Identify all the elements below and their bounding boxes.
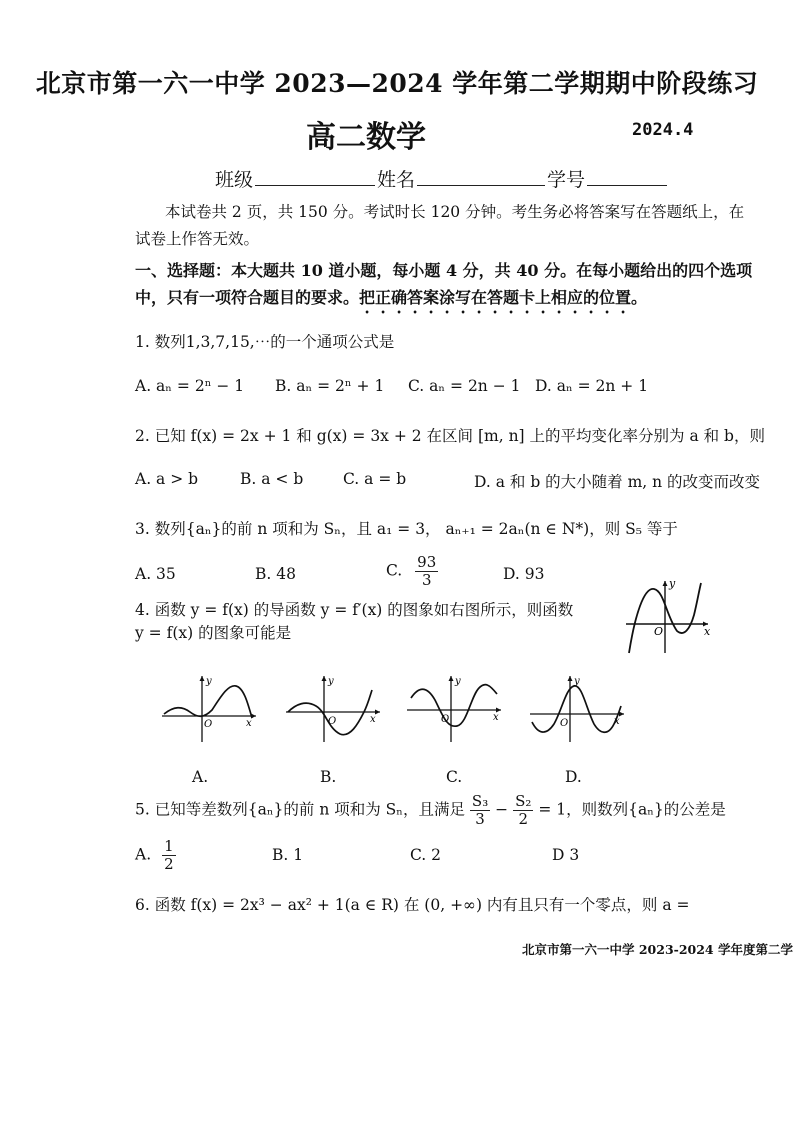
q1-option-d: D. aₙ = 2n + 1 xyxy=(535,377,649,395)
axis-y-label: y xyxy=(455,676,461,687)
class-blank[interactable] xyxy=(255,167,375,186)
q4-option-b-graph xyxy=(284,672,384,744)
axis-x-label: x xyxy=(614,716,620,727)
q5-a-denominator: 2 xyxy=(164,855,174,873)
q5-fraction-s3 xyxy=(470,793,490,828)
q4-option-d-label: D. xyxy=(565,768,582,786)
q5-option-a xyxy=(135,838,176,873)
q5-stem-start: 5. 已知等差数列{aₙ}的前 n 项和为 Sₙ，且满足 xyxy=(135,800,465,819)
section-instruction-emphasis: 把正确答案涂写在答题卡上相应的位置。 xyxy=(359,288,648,307)
section-heading-line-2 xyxy=(135,284,647,317)
q2-option-b: B. a < b xyxy=(240,470,304,488)
q5-s2-denominator: 2 xyxy=(518,810,529,828)
student-info-fields xyxy=(215,165,669,192)
q5-stem xyxy=(135,793,726,828)
q5-fraction-s2 xyxy=(513,793,533,828)
q5-option-d: D 3 xyxy=(552,846,580,864)
axis-x-label: x xyxy=(370,714,376,725)
q2-stem: 2. 已知 f(x) = 2x + 1 和 g(x) = 3x + 2 在区间 [m, n] 上的平均变化率分别为 a 和 b，则 xyxy=(135,427,765,445)
q3-c-numerator: 93 xyxy=(417,553,437,571)
axis-x-label: x xyxy=(246,718,252,729)
q5-option-a-fraction xyxy=(162,838,176,873)
origin-label: O xyxy=(204,719,213,730)
exam-date: 2024.4 xyxy=(632,120,694,140)
axis-y-label: y xyxy=(669,577,676,590)
q5-option-b: B. 1 xyxy=(272,846,304,864)
origin-label: O xyxy=(560,718,569,729)
axis-y-arrow xyxy=(663,581,668,586)
q4-option-a-label: A. xyxy=(192,768,209,786)
q5-minus: − xyxy=(495,800,509,819)
intro-line-2: 试卷上作答无效。 xyxy=(135,230,260,248)
q3-option-c xyxy=(386,554,438,589)
axis-x-label: x xyxy=(493,712,499,723)
axis-y-label: y xyxy=(206,676,212,687)
id-blank[interactable] xyxy=(587,167,667,186)
q1-option-b: B. aₙ = 2ⁿ + 1 xyxy=(275,377,385,395)
q4-option-a-graph xyxy=(160,672,260,744)
axis-x-label: x xyxy=(704,625,711,638)
q5-s3-numerator: S₃ xyxy=(471,792,489,810)
q3-option-c-fraction xyxy=(415,554,438,589)
q1-option-c: C. aₙ = 2n − 1 xyxy=(408,377,521,395)
name-label: 姓名 xyxy=(377,169,416,191)
function-curve xyxy=(411,685,497,727)
axis-y-arrow xyxy=(322,676,327,681)
q4-derivative-graph xyxy=(622,575,714,657)
function-curve xyxy=(164,686,252,718)
function-curve xyxy=(532,686,621,732)
axis-y-arrow xyxy=(568,676,573,681)
q4-option-c-graph xyxy=(405,672,505,744)
q2-option-d: D. a 和 b 的大小随着 m, n 的改变而改变 xyxy=(474,473,761,491)
q5-s3-denominator: 3 xyxy=(475,810,485,828)
axis-y-label: y xyxy=(328,676,334,687)
axis-y-arrow xyxy=(449,676,454,681)
q3-c-denominator: 3 xyxy=(421,571,432,589)
section-instruction: 中，只有一项符合题目的要求。 xyxy=(135,288,360,307)
intro-line-1: 本试卷共 2 页，共 150 分。考试时长 120 分钟。考生务必将答案写在答题纸上，在 xyxy=(165,203,745,221)
q2-option-c: C. a = b xyxy=(343,470,407,488)
axis-x-arrow xyxy=(619,712,624,717)
q6-stem: 6. 函数 f(x) = 2x³ − ax² + 1(a ∈ R) 在 (0, +∞) 内有且只有一个零点，则 a = xyxy=(135,896,690,914)
page-footer: 北京市第一六一中学 2023-2024 学年度第二学 xyxy=(522,942,793,957)
q5-option-c: C. 2 xyxy=(410,846,442,864)
subject-title: 高二数学 xyxy=(306,120,426,155)
q3-option-b: B. 48 xyxy=(255,565,296,583)
q5-stem-end: = 1，则数列{aₙ}的公差是 xyxy=(538,800,726,819)
exam-title: 北京市第一六一中学 2023—2024 学年第二学期期中阶段练习 xyxy=(35,69,759,98)
q3-option-c-label: C. xyxy=(386,561,403,580)
axis-x-arrow xyxy=(375,710,380,715)
origin-label: O xyxy=(328,716,337,727)
q1-stem: 1. 数列1,3,7,15,⋯的一个通项公式是 xyxy=(135,333,395,351)
class-label: 班级 xyxy=(215,169,254,191)
q4-option-d-graph xyxy=(528,672,628,744)
q3-option-d: D. 93 xyxy=(503,565,545,583)
origin-label: O xyxy=(654,625,664,638)
q4-option-c-label: C. xyxy=(446,768,463,786)
q2-option-a: A. a > b xyxy=(135,470,199,488)
axis-y-arrow xyxy=(200,676,205,681)
name-blank[interactable] xyxy=(417,167,545,186)
section-heading-line-1: 一、选择题：本大题共 10 道小题，每小题 4 分，共 40 分。在每小题给出的四个选项 xyxy=(135,261,753,280)
origin-label: O xyxy=(441,714,450,725)
id-label: 学号 xyxy=(547,169,586,191)
q5-option-a-label: A. xyxy=(135,845,152,864)
q5-a-numerator: 1 xyxy=(164,837,174,855)
q3-option-a: A. 35 xyxy=(135,565,176,583)
q3-stem: 3. 数列{aₙ}的前 n 项和为 Sₙ，且 a₁ = 3， aₙ₊₁ = 2aₙ(n ∈ N*)，则 S₅ 等于 xyxy=(135,520,678,538)
q5-s2-numerator: S₂ xyxy=(515,792,532,810)
axis-y-label: y xyxy=(574,676,580,687)
q4-stem-line-1: 4. 函数 y = f(x) 的导函数 y = f′(x) 的图象如右图所示，则函数 xyxy=(135,601,574,619)
q4-stem-line-2: y = f(x) 的图象可能是 xyxy=(135,624,292,642)
q1-option-a: A. aₙ = 2ⁿ − 1 xyxy=(135,377,245,395)
q4-option-b-label: B. xyxy=(320,768,337,786)
